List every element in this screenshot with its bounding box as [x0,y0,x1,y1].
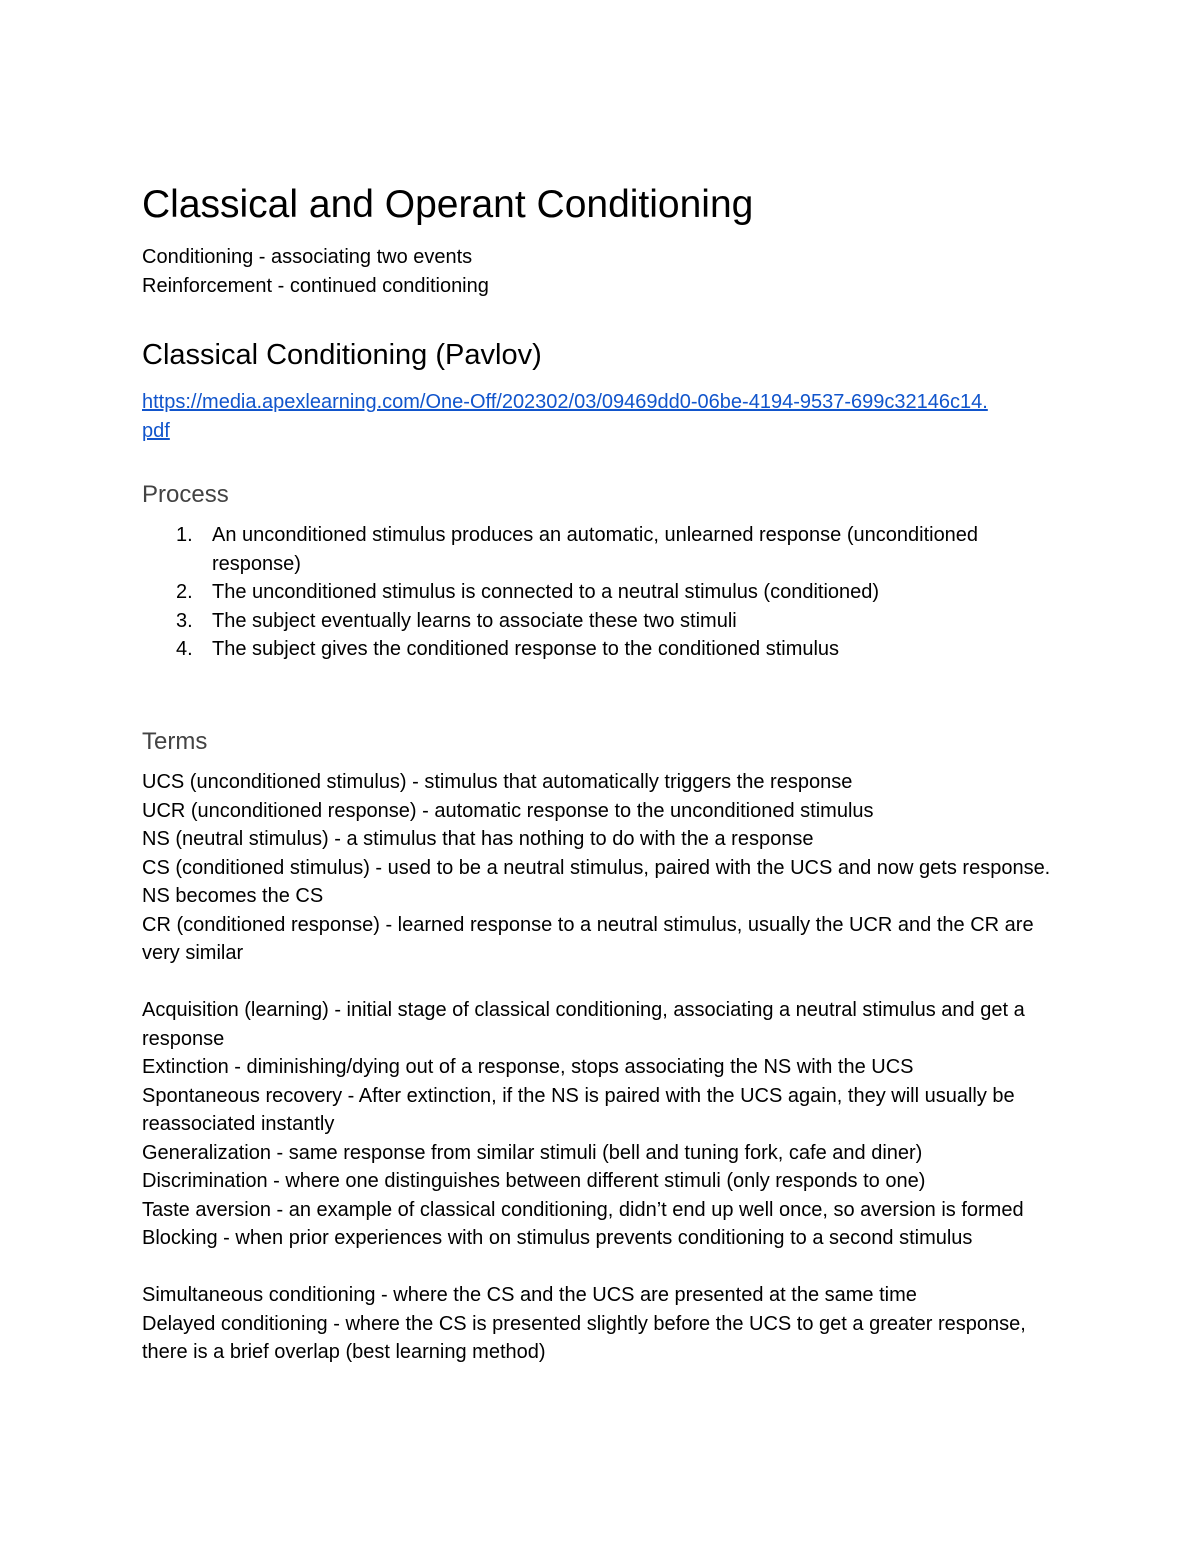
term-line: UCS (unconditioned stimulus) - stimulus that automatically triggers the response [142,771,853,793]
terms-list [142,768,1062,1367]
section-heading: Classical Conditioning (Pavlov) [142,339,542,371]
list-number: 3. [176,609,193,632]
source-link-line: https://media.apexlearning.com/One-Off/202302/03/09469dd0-06be-4194-9537-699c32146c14. [142,391,988,413]
source-link-line: pdf [142,420,170,442]
list-item-text: The unconditioned stimulus is connected to a neutral stimulus (conditioned) [212,581,880,603]
list-item [142,607,1062,636]
term-line: Delayed conditioning - where the CS is presented slightly before the UCS to get a greater response, there is a brief overlap (best learning method) [142,1312,1026,1363]
term-line: NS (neutral stimulus) - a stimulus that has nothing to do with the a response [142,828,814,850]
intro-line: Conditioning - associating two events [142,246,473,268]
term-line: Extinction - diminishing/dying out of a response, stops associating the NS with the UCS [142,1056,914,1078]
term-line: CR (conditioned response) - learned response to a neutral stimulus, usually the UCR and the CR are very similar [142,913,1034,964]
process-heading: Process [142,481,229,508]
source-link-block [142,388,1062,446]
list-item [142,635,1062,664]
intro-line: Reinforcement - continued conditioning [142,274,489,297]
list-item [142,578,1062,607]
term-line: Discrimination - where one distinguishes between different stimuli (only responds to one) [142,1170,926,1192]
term-line: Spontaneous recovery - After extinction, if the NS is paired with the UCS again, they will usually be reassociated instantly [142,1084,1015,1135]
term-line: UCR (unconditioned response) - automatic response to the unconditioned stimulus [142,799,874,822]
paragraph-gap [142,968,1062,997]
list-number: 4. [176,638,193,660]
list-item-text: The subject eventually learns to associate these two stimuli [212,609,737,632]
list-item-text: The subject gives the conditioned response to the conditioned stimulus [212,638,840,660]
source-link[interactable] [142,391,988,442]
list-number: 2. [176,581,193,603]
intro-definitions [142,243,489,300]
list-item [142,521,1062,578]
term-line: Taste aversion - an example of classical conditioning, didn’t end up well once, so aversion is formed [142,1198,1024,1221]
term-line: Generalization - same response from similar stimuli (bell and tuning fork, cafe and diner) [142,1141,923,1164]
list-item-text: An unconditioned stimulus produces an automatic, unlearned response (unconditioned response) [212,524,979,575]
document-title: Classical and Operant Conditioning [142,183,754,226]
list-number: 1. [176,524,193,546]
term-line: Acquisition (learning) - initial stage of classical conditioning, associating a neutral stimulus and get a response [142,999,1025,1050]
terms-heading: Terms [142,728,208,755]
term-line: Blocking - when prior experiences with on stimulus prevents conditioning to a second stimulus [142,1227,973,1249]
term-line: CS (conditioned stimulus) - used to be a neutral stimulus, paired with the UCS and now gets response. NS becomes the CS [142,856,1051,907]
term-line: Simultaneous conditioning - where the CS and the UCS are presented at the same time [142,1284,917,1306]
paragraph-gap [142,1253,1062,1282]
process-steps-list [142,521,1062,664]
